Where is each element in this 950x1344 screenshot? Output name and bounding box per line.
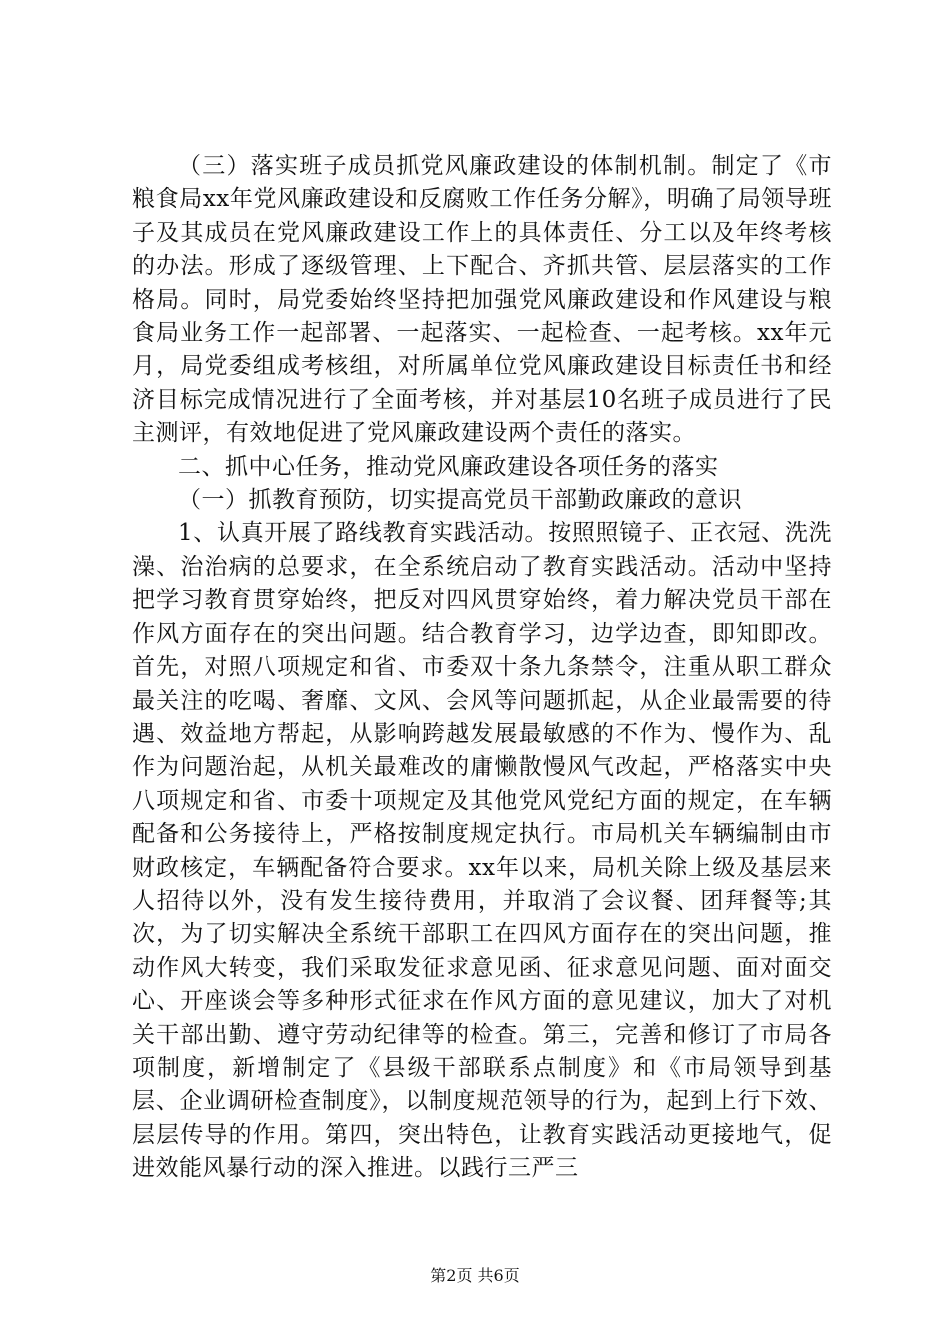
section-heading-two: 二、抓中心任务，推动党风廉政建设各项任务的落实 [178,453,719,480]
document-body [132,150,832,1186]
paragraph-section-three: （三）落实班子成员抓党风廉政建设的体制机制。制定了《市粮食局xx年党风廉政建设和反腐败工作任务分解》，明确了局领导班子及其成员在党风廉政建设工作上的具体责任、分工以及年终考核的办法。形成了逐级管理、上下配合、齐抓共管、层层落实的工作格局。同时，局党委始终坚持把加强党风廉政建设和作风建设与粮食局业务工作一起部署、一起落实、一起检查、一起考核。xx年元月，局党委组成考核组，对所属单位党风廉政建设目标责任书和经济目标完成情况进行了全面考核，并对基层10名班子成员进行了民主测评，有效地促进了党风廉政建设两个责任的落实。 [132,153,832,447]
paragraph-item-one: 1、认真开展了路线教育实践活动。按照照镜子、正衣冠、洗洗澡、治治病的总要求，在全系统启动了教育实践活动。活动中坚持把学习教育贯穿始终，把反对四风贯穿始终，着力解决党员干部在作风方面存在的突出问题。结合教育学习，边学边查，即知即改。首先，对照八项规定和省、市委双十条九条禁令，注重从职工群众最关注的吃喝、奢靡、文风、会风等问题抓起，从企业最需要的待遇、效益地方帮起，从影响跨越发展最敏感的不作为、慢作为、乱作为问题治起，从机关最难改的庸懒散慢风气改起，严格落实中央八项规定和省、市委十项规定及其他党风党纪方面的规定，在车辆配备和公务接待上，严格按制度规定执行。市局机关车辆编制由市财政核定，车辆配备符合要求。xx年以来，局机关除上级及基层来人招待以外，没有发生接待费用，并取消了会议餐、团拜餐等;其次，为了切实解决全系统干部职工在四风方面存在的突出问题，推动作风大转变，我们采取发征求意见函、征求意见问题、面对面交心、开座谈会等多种形式征求在作风方面的意见建议，加大了对机关干部出勤、遵守劳动纪律等的检查。第三，完善和修订了市局各项制度，新增制定了《县级干部联系点制度》和《市局领导到基层、企业调研检查制度》，以制度规范领导的行为，起到上行下效、层层传导的作用。第四，突出特色，让教育实践活动更接地气，促进效能风暴行动的深入推进。以践行三严三 [132,520,832,1182]
page-number-footer: 第2页 共6页 [430,1266,520,1285]
subsection-heading-one: （一）抓教育预防，切实提高党员干部勤政廉政的意识 [178,487,742,514]
